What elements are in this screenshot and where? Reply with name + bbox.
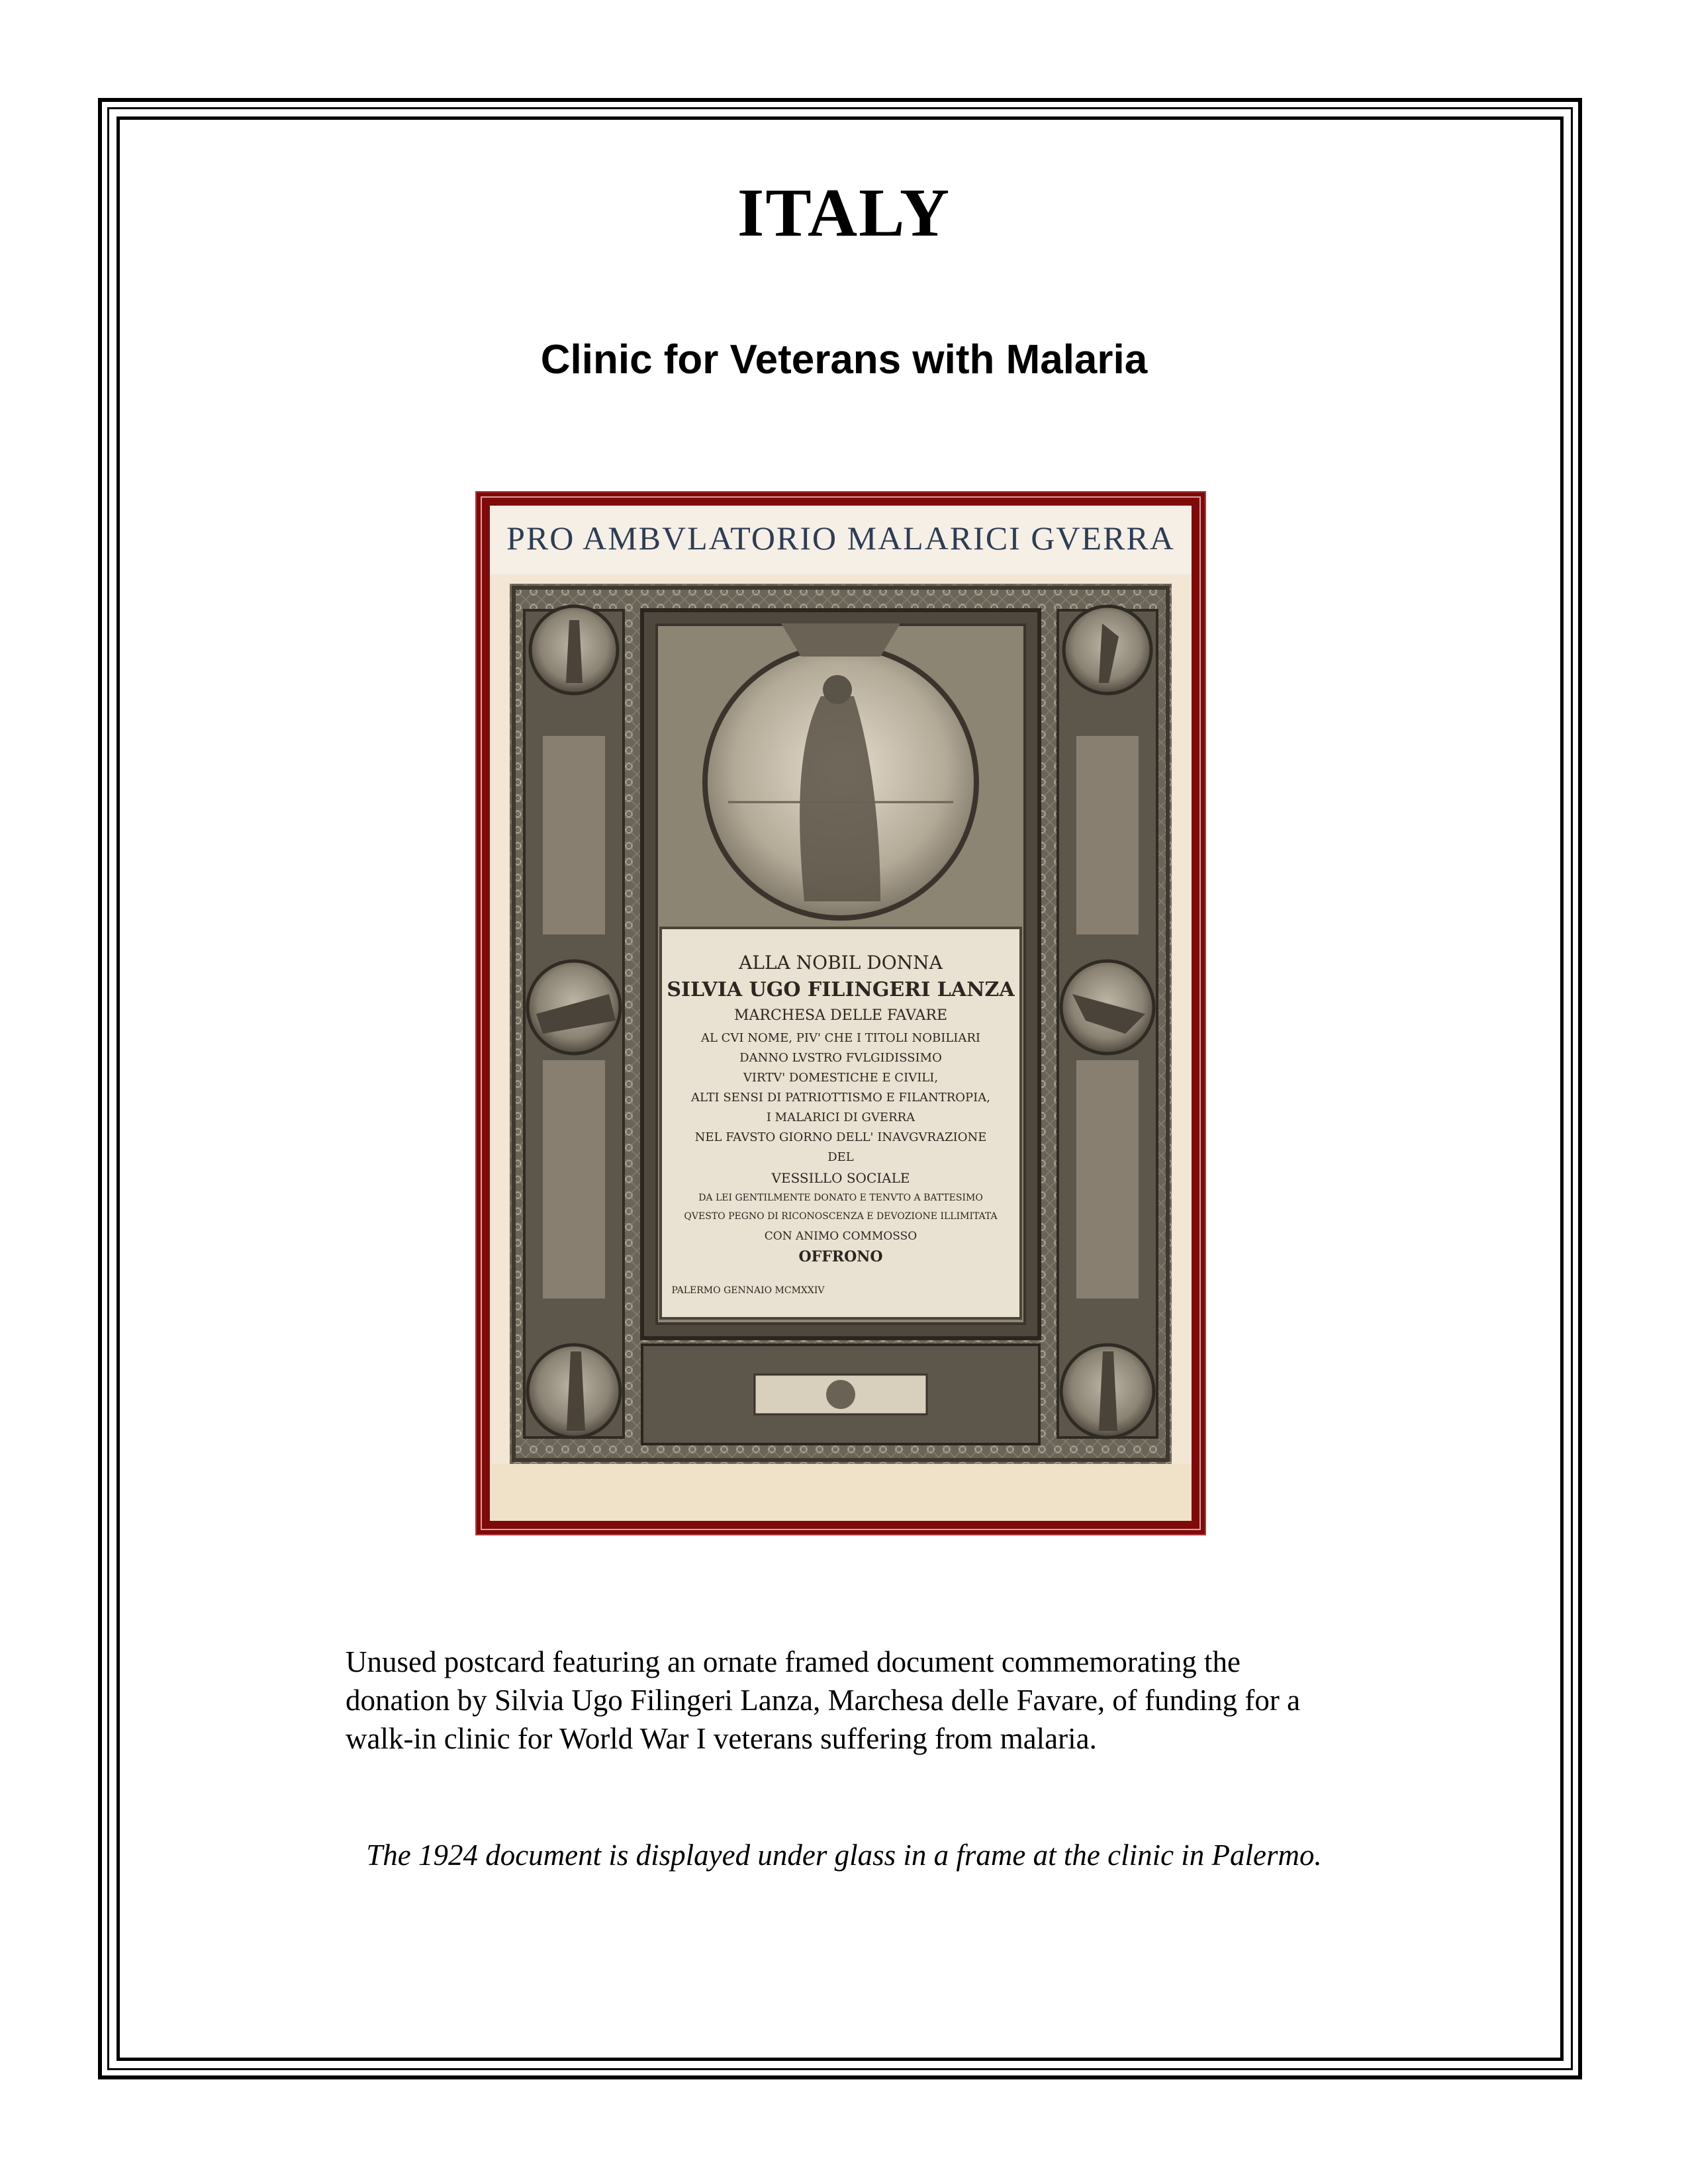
inscription-line: DEL xyxy=(827,1150,854,1164)
page-subtitle: Clinic for Veterans with Malaria xyxy=(540,337,1148,383)
ornate-document-illustration xyxy=(510,584,1172,1464)
inscription-place-date: PALERMO GENNAIO MCMXXIV xyxy=(671,1285,825,1296)
inscription-line: SILVIA UGO FILINGERI LANZA xyxy=(667,978,1015,1001)
inscription-line: DA LEI GENTILMENTE DONATO E TENVTO A BATTESIMO xyxy=(698,1193,983,1203)
inscription-line: VESSILLO SOCIALE xyxy=(771,1170,910,1186)
postcard-caption: Unused postcard featuring an ornate framed document commemorating the donation by Silvia Ugo Filingeri Lanza, Marchesa delle Favare, of funding for a walk-in clinic for World War I veterans suffering from malaria. xyxy=(346,1645,1301,1755)
inscription-line: MARCHESA DELLE FAVARE xyxy=(733,1007,948,1024)
inscription-line: ALLA NOBIL DONNA xyxy=(739,952,943,974)
display-note: The 1924 document is displayed under glass in a frame at the clinic in Palermo. xyxy=(366,1839,1322,1872)
inscription-line: OFFRONO xyxy=(798,1248,883,1265)
inscription-line: DANNO LVSTRO FVLGIDISSIMO xyxy=(739,1051,942,1065)
postcard-header xyxy=(490,506,1192,574)
framed-document-photo xyxy=(510,584,1172,1464)
inscription-line: ALTI SENSI DI PATRIOTTISMO E FILANTROPIA, xyxy=(691,1091,990,1105)
inscription-line: AL CVI NOME, PIV' CHE I TITOLI NOBILIARI xyxy=(700,1031,981,1045)
postcard-header-text: PRO AMBVLATORIO MALARICI GVERRA xyxy=(506,520,1175,557)
inscription-line: QVESTO PEGNO DI RICONOSCENZA E DEVOZIONE ILLIMITATA xyxy=(684,1211,998,1222)
inscription-line: NEL FAVSTO GIORNO DELL' INAVGVRAZIONE xyxy=(694,1130,987,1144)
postcard-bottom-margin xyxy=(490,1464,1192,1521)
inscription-line: VIRTV' DOMESTICHE E CIVILI, xyxy=(743,1071,939,1085)
page-title: ITALY xyxy=(737,175,951,251)
postcard-image xyxy=(490,506,1192,1521)
inscription-line: I MALARICI DI GVERRA xyxy=(766,1111,915,1124)
inscription-line: CON ANIMO COMMOSSO xyxy=(764,1230,917,1243)
